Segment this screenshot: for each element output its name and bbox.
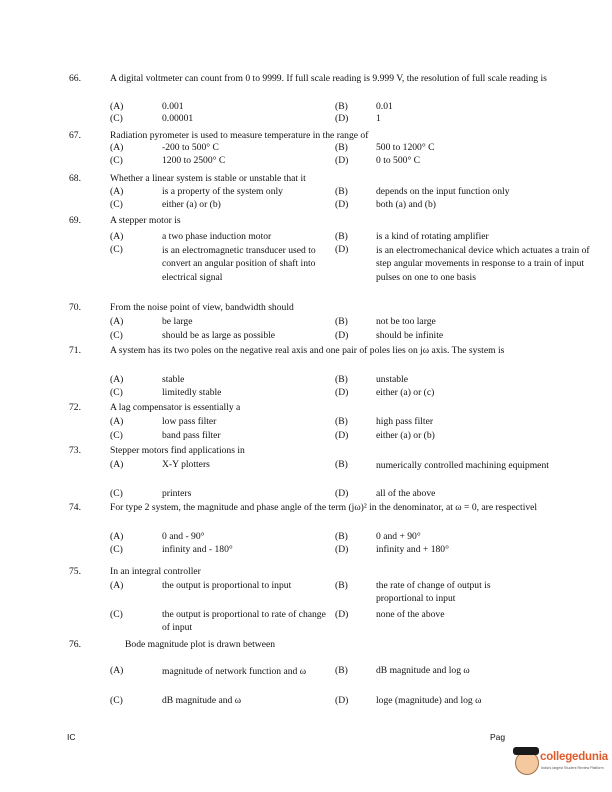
question-number: 72. (69, 402, 81, 413)
option-label: (B) (335, 531, 348, 542)
option-label: (C) (110, 488, 123, 499)
option-text: band pass filter (162, 430, 221, 441)
option-text: 500 to 1200° C (376, 142, 435, 153)
question-stem: Whether a linear system is stable or unstable that it (110, 173, 306, 184)
option-label: (B) (335, 416, 348, 427)
question-stem: A lag compensator is essentially a (110, 402, 241, 413)
option-text: should be as large as possible (162, 330, 276, 341)
question-stem: Radiation pyrometer is used to measure temperature in the range of (110, 130, 369, 141)
option-label: (C) (110, 695, 123, 706)
option-label: (C) (110, 387, 123, 398)
question-number: 75. (69, 566, 81, 577)
option-text: none of the above (376, 609, 445, 620)
option-text: the output is proportional to rate of change of input (162, 609, 326, 633)
option-label: (B) (335, 186, 348, 197)
option-text: dB magnitude and ω (162, 695, 242, 706)
option-label: (C) (110, 113, 123, 124)
collegedunia-logo (515, 749, 607, 783)
question-stem: In an integral controller (110, 566, 201, 577)
question-number: 76. (69, 639, 81, 650)
option-label: (A) (110, 316, 124, 327)
option-label: (A) (110, 374, 124, 385)
question-stem: Stepper motors find applications in (110, 445, 245, 456)
question-number: 69. (69, 215, 81, 226)
option-label: (A) (110, 580, 124, 591)
option-label: (B) (335, 459, 348, 470)
option-label: (B) (335, 665, 348, 676)
option-label: (B) (335, 580, 348, 591)
page-number: Pag (490, 732, 506, 742)
option-label: (D) (335, 113, 349, 124)
option-text: either (a) or (b) (162, 199, 221, 210)
option-text: limitedly stable (162, 387, 222, 398)
logo-tagline: India's largest Student Review Platform (541, 766, 604, 770)
option-label: (D) (335, 695, 349, 706)
option-label: (A) (110, 416, 124, 427)
question-stem: For type 2 system, the magnitude and phase angle of the term (jω)² in the denominator, at ω = 0, are respectivel (110, 502, 538, 513)
option-label: (A) (110, 665, 124, 676)
option-label: (C) (110, 155, 123, 166)
option-text: the output is proportional to input (162, 580, 292, 591)
option-text: 1200 to 2500° C (162, 155, 226, 166)
option-text: infinity and + 180° (376, 544, 449, 555)
option-text: low pass filter (162, 416, 217, 427)
option-label: (D) (335, 199, 349, 210)
option-text: infinity and - 180° (162, 544, 233, 555)
option-text: all of the above (376, 488, 436, 499)
question-stem: From the noise point of view, bandwidth should (110, 302, 294, 313)
option-label: (B) (335, 101, 348, 112)
option-text: dB magnitude and log ω (376, 665, 470, 676)
option-text: stable (162, 374, 185, 385)
option-label: (B) (335, 316, 348, 327)
option-label: (D) (335, 330, 349, 341)
option-text: either (a) or (b) (376, 430, 435, 441)
option-label: (A) (110, 231, 124, 242)
question-number: 71. (69, 345, 81, 356)
option-text: a two phase induction motor (162, 231, 272, 242)
option-text: 0 to 500° C (376, 155, 421, 166)
option-text: unstable (376, 374, 408, 385)
option-text: 0.00001 (162, 113, 194, 124)
question-stem: A system has its two poles on the negative real axis and one pair of poles lies on jω axis. The system is (110, 345, 505, 356)
option-text: 0 and - 90° (162, 531, 205, 542)
option-label: (D) (335, 430, 349, 441)
question-number: 66. (69, 73, 81, 84)
footer-left-text: IC (67, 732, 76, 742)
option-label: (B) (335, 374, 348, 385)
option-label: (D) (335, 155, 349, 166)
option-text: 0.01 (376, 101, 393, 112)
question-number: 73. (69, 445, 81, 456)
option-text: the rate of change of output is proportional to input (376, 580, 491, 604)
option-text: -200 to 500° C (162, 142, 219, 153)
question-number: 74. (69, 502, 81, 513)
option-text: high pass filter (376, 416, 434, 427)
graduation-cap-icon (513, 747, 539, 755)
option-text: is an electromagnetic transducer used to convert an angular position of shaft into electrical signal (162, 245, 316, 283)
option-label: (D) (335, 244, 349, 255)
option-text: 1 (376, 113, 381, 124)
option-text: 0.001 (162, 101, 184, 112)
option-text: not be too large (376, 316, 436, 327)
option-label: (C) (110, 330, 123, 341)
question-stem: A digital voltmeter can count from 0 to 9999. If full scale reading is 9.999 V, the resolution of full scale reading is (110, 73, 547, 84)
option-text: depends on the input function only (376, 186, 510, 197)
option-text: magnitude of network function and ω (162, 666, 307, 677)
question-stem: Bode magnitude plot is drawn between (125, 639, 276, 650)
option-text: numerically controlled machining equipment (376, 460, 549, 471)
option-label: (A) (110, 101, 124, 112)
option-label: (B) (335, 231, 348, 242)
option-text: is an electromechanical device which actuates a train of step angular movements in response to a train of input pulses on one to one basis (376, 245, 590, 283)
option-label: (B) (335, 142, 348, 153)
option-text: is a kind of rotating amplifier (376, 231, 489, 242)
option-text: loge (magnitude) and log ω (376, 695, 482, 706)
option-text: is a property of the system only (162, 186, 283, 197)
option-label: (C) (110, 244, 123, 255)
option-label: (C) (110, 430, 123, 441)
option-text: both (a) and (b) (376, 199, 436, 210)
option-label: (C) (110, 199, 123, 210)
option-text: either (a) or (c) (376, 387, 435, 398)
option-label: (A) (110, 142, 124, 153)
option-label: (C) (110, 544, 123, 555)
option-label: (D) (335, 387, 349, 398)
option-label: (C) (110, 609, 123, 620)
question-number: 70. (69, 302, 81, 313)
option-label: (D) (335, 488, 349, 499)
option-label: (A) (110, 459, 124, 470)
option-text: be large (162, 316, 193, 327)
option-label: (D) (335, 609, 349, 620)
option-text: X-Y plotters (162, 459, 210, 470)
question-number: 68. (69, 173, 81, 184)
question-number: 67. (69, 130, 81, 141)
logo-text: collegedunia (540, 751, 608, 763)
option-text: 0 and + 90° (376, 531, 421, 542)
option-text: printers (162, 488, 192, 499)
option-label: (A) (110, 531, 124, 542)
question-stem: A stepper motor is (110, 215, 181, 226)
option-label: (D) (335, 544, 349, 555)
option-label: (A) (110, 186, 124, 197)
option-text: should be infinite (376, 330, 444, 341)
